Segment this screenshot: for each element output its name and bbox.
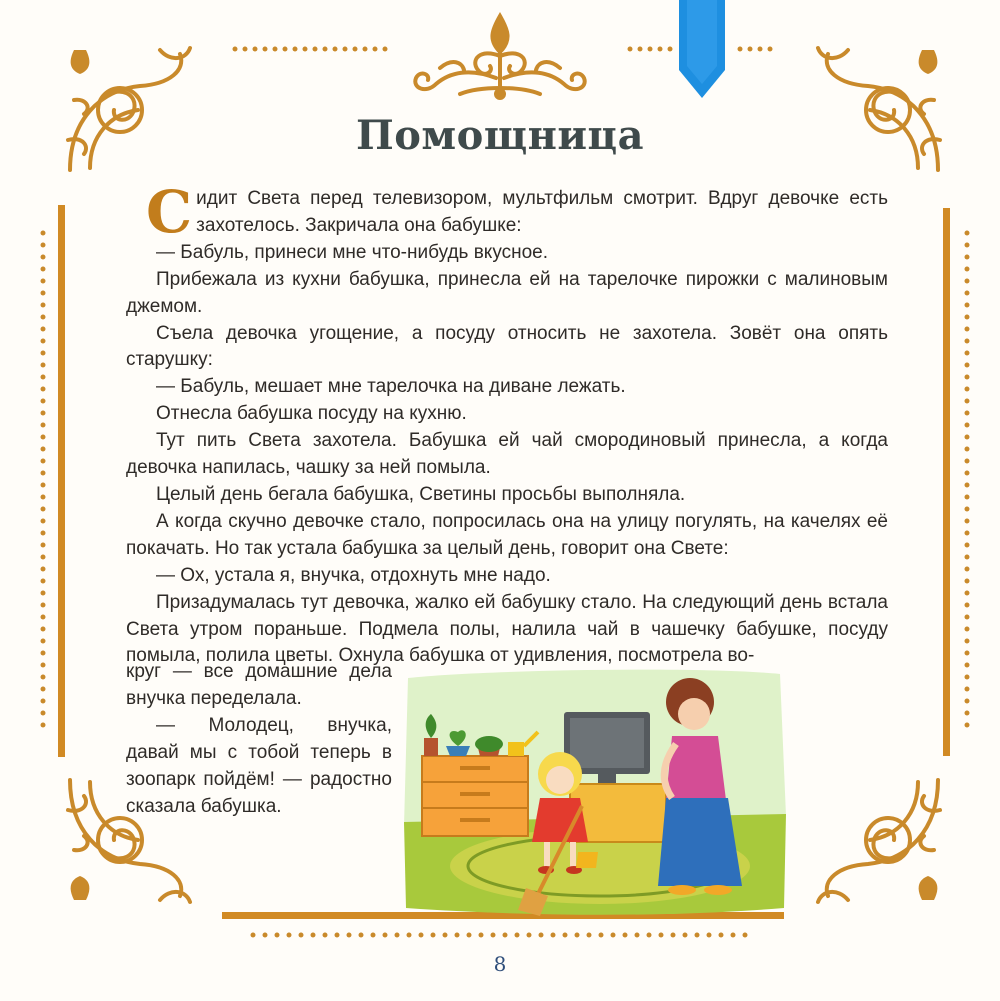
story-illustration (400, 666, 788, 918)
story-paragraph-9: А когда скучно девочке стало, попросилась она на улицу погулять, на качелях её покачать. Но так устала бабушка за целый день, говорит она Свете: (126, 510, 888, 559)
story-paragraph-12: круг — все домашние дела внучка переделала. (126, 661, 392, 709)
story-paragraph-5: — Бабуль, мешает мне тарелочка на диване лежать. (156, 376, 626, 398)
bookmark-ribbon-icon (679, 0, 725, 98)
page-number: 8 (493, 952, 507, 976)
right-dotted-column (962, 228, 972, 738)
story-paragraph-2: — Бабуль, принеси мне что-нибудь вкусное. (156, 241, 549, 263)
story-paragraph-7: Тут пить Света захотела. Бабушка ей чай смородиновый принесла, а когда девочка напилась, чашку за ней помыла. (126, 430, 888, 479)
corner-ornament-bottom-right-icon (808, 770, 948, 910)
story-paragraph-13: — Молодец, внучка, давай мы с тобой теперь в зоопарк пойдём! — радостно сказала бабушка. (126, 714, 392, 817)
story-paragraph-1: Сидит Света перед телевизором, мультфильм смотрит. Вдруг девочке есть захотелось. Закричала она бабушке: (146, 178, 888, 246)
right-frame-bar (943, 208, 950, 756)
left-dotted-column (38, 228, 48, 738)
top-right-dotted-line-2 (735, 44, 785, 54)
story-paragraph-3: Прибежала из кухни бабушка, принесла ей на тарелочке пирожки с малиновым джемом. (126, 268, 888, 317)
story-paragraph-10: — Ох, устала я, внучка, отдохнуть мне надо. (156, 564, 551, 586)
corner-ornament-top-left-icon (60, 40, 200, 180)
drop-cap: С (146, 178, 193, 246)
story-paragraph-11: Призадумалась тут девочка, жалко ей бабушку стало. На следующий день встала Света утром пораньше. Подмела полы, налила чай в чашечку бабушке, посуду помыла, полила цветы. Охнула бабушка от удивления, посмотрела во- (126, 591, 888, 667)
story-text (126, 178, 888, 670)
top-right-dotted-line (625, 44, 685, 54)
top-left-dotted-line (230, 44, 400, 54)
left-frame-bar (58, 205, 65, 757)
story-paragraph-4: Съела девочка угощение, а посуду относить не захотела. Зовёт она опять старушку: (126, 322, 888, 371)
page-title: Помощница (355, 112, 645, 159)
story-text-narrow (126, 659, 392, 820)
fleur-de-lis-ornament-icon (400, 8, 600, 104)
story-paragraph-6: Отнесла бабушка посуду на кухню. (156, 403, 467, 425)
corner-ornament-top-right-icon (808, 40, 948, 180)
story-paragraph-8: Целый день бегала бабушка, Светины просьбы выполняла. (156, 483, 686, 505)
bottom-dotted-line (248, 930, 758, 940)
